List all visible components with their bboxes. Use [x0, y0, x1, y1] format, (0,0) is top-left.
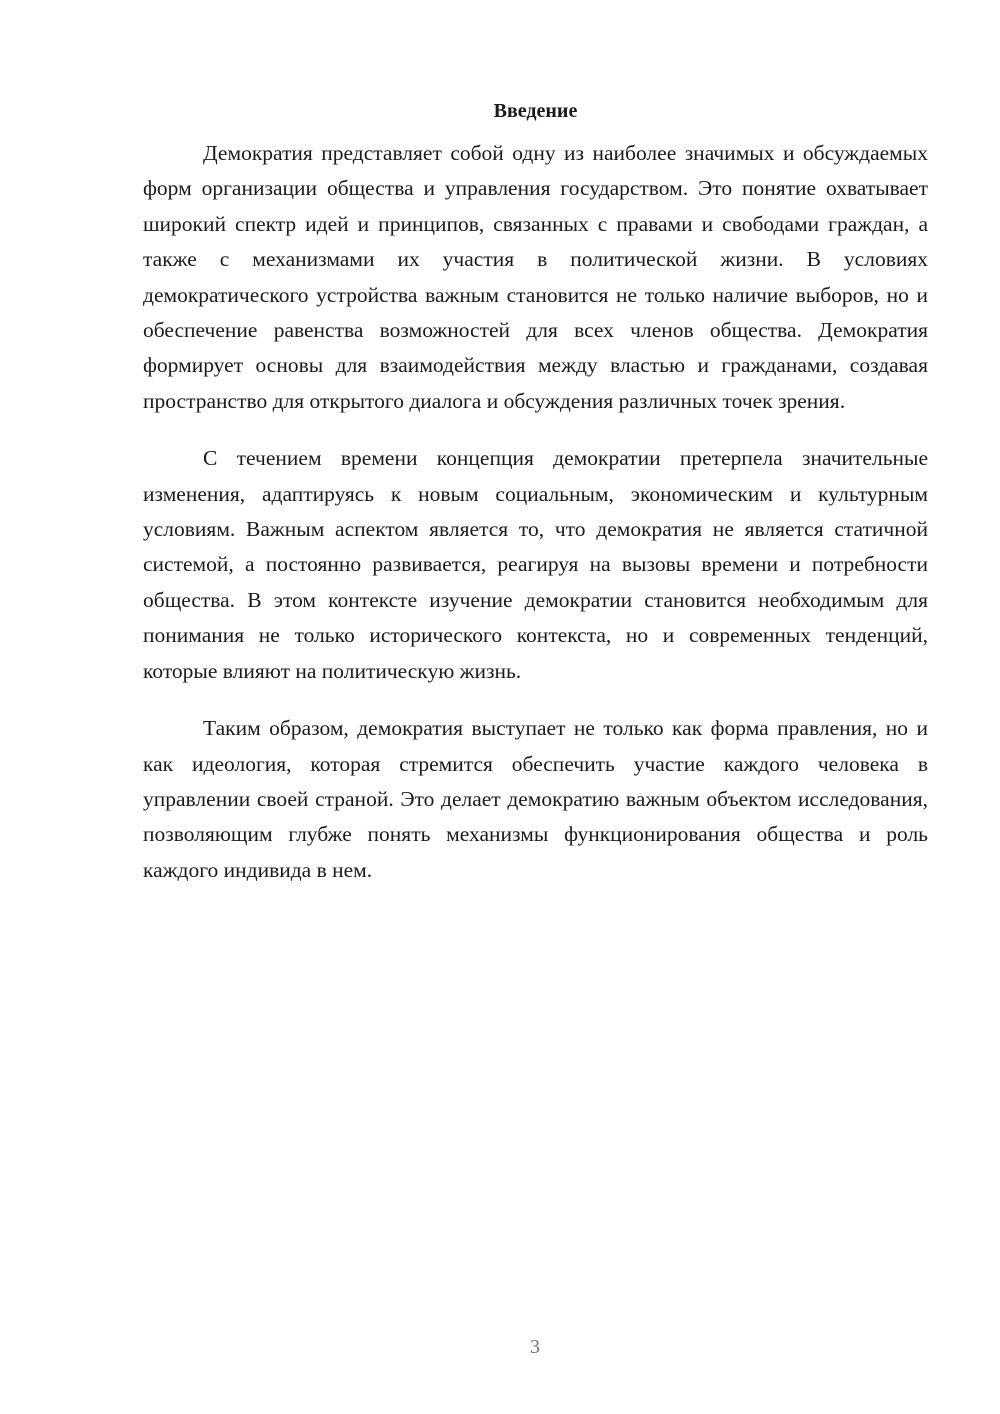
page-number: 3 — [530, 1336, 540, 1358]
paragraph-2: С течением времени концепция демократии претерпела значительные изменения, адаптируясь к новым социальным, экономическим и культурным условиям. Важным аспектом является то, что демократия не является статичной системой, а постоянно развивается, реагируя на вызовы времени и потребности общества. В этом контексте изучение демократии становится необходимым для понимания не только исторического контекста, но и современных тенденций, которые влияют на политическую жизнь. — [143, 446, 928, 683]
paragraph-1: Демократия представляет собой одну из наиболее значимых и обсуждаемых форм организации общества и управления государством. Это понятие охватывает широкий спектр идей и принципов, связанных с правами и свободами граждан, а также с механизмами их участия в политической жизни. В условиях демократического устройства важным становится не только наличие выборов, но и обеспечение равенства возможностей для всех членов общества. Демократия формирует основы для взаимодействия между властью и гражданами, создавая пространство для открытого диалога и обсуждения различных точек зрения. — [143, 141, 928, 413]
section-title: Введение — [493, 100, 578, 122]
paragraph-3: Таким образом, демократия выступает не только как форма правления, но и как идеология, которая стремится обеспечить участие каждого человека в управлении своей страной. Это делает демократию важным объектом исследования, позволяющим глубже понять механизмы функционирования общества и роль каждого индивида в нем. — [143, 716, 928, 882]
page-content — [143, 96, 928, 910]
